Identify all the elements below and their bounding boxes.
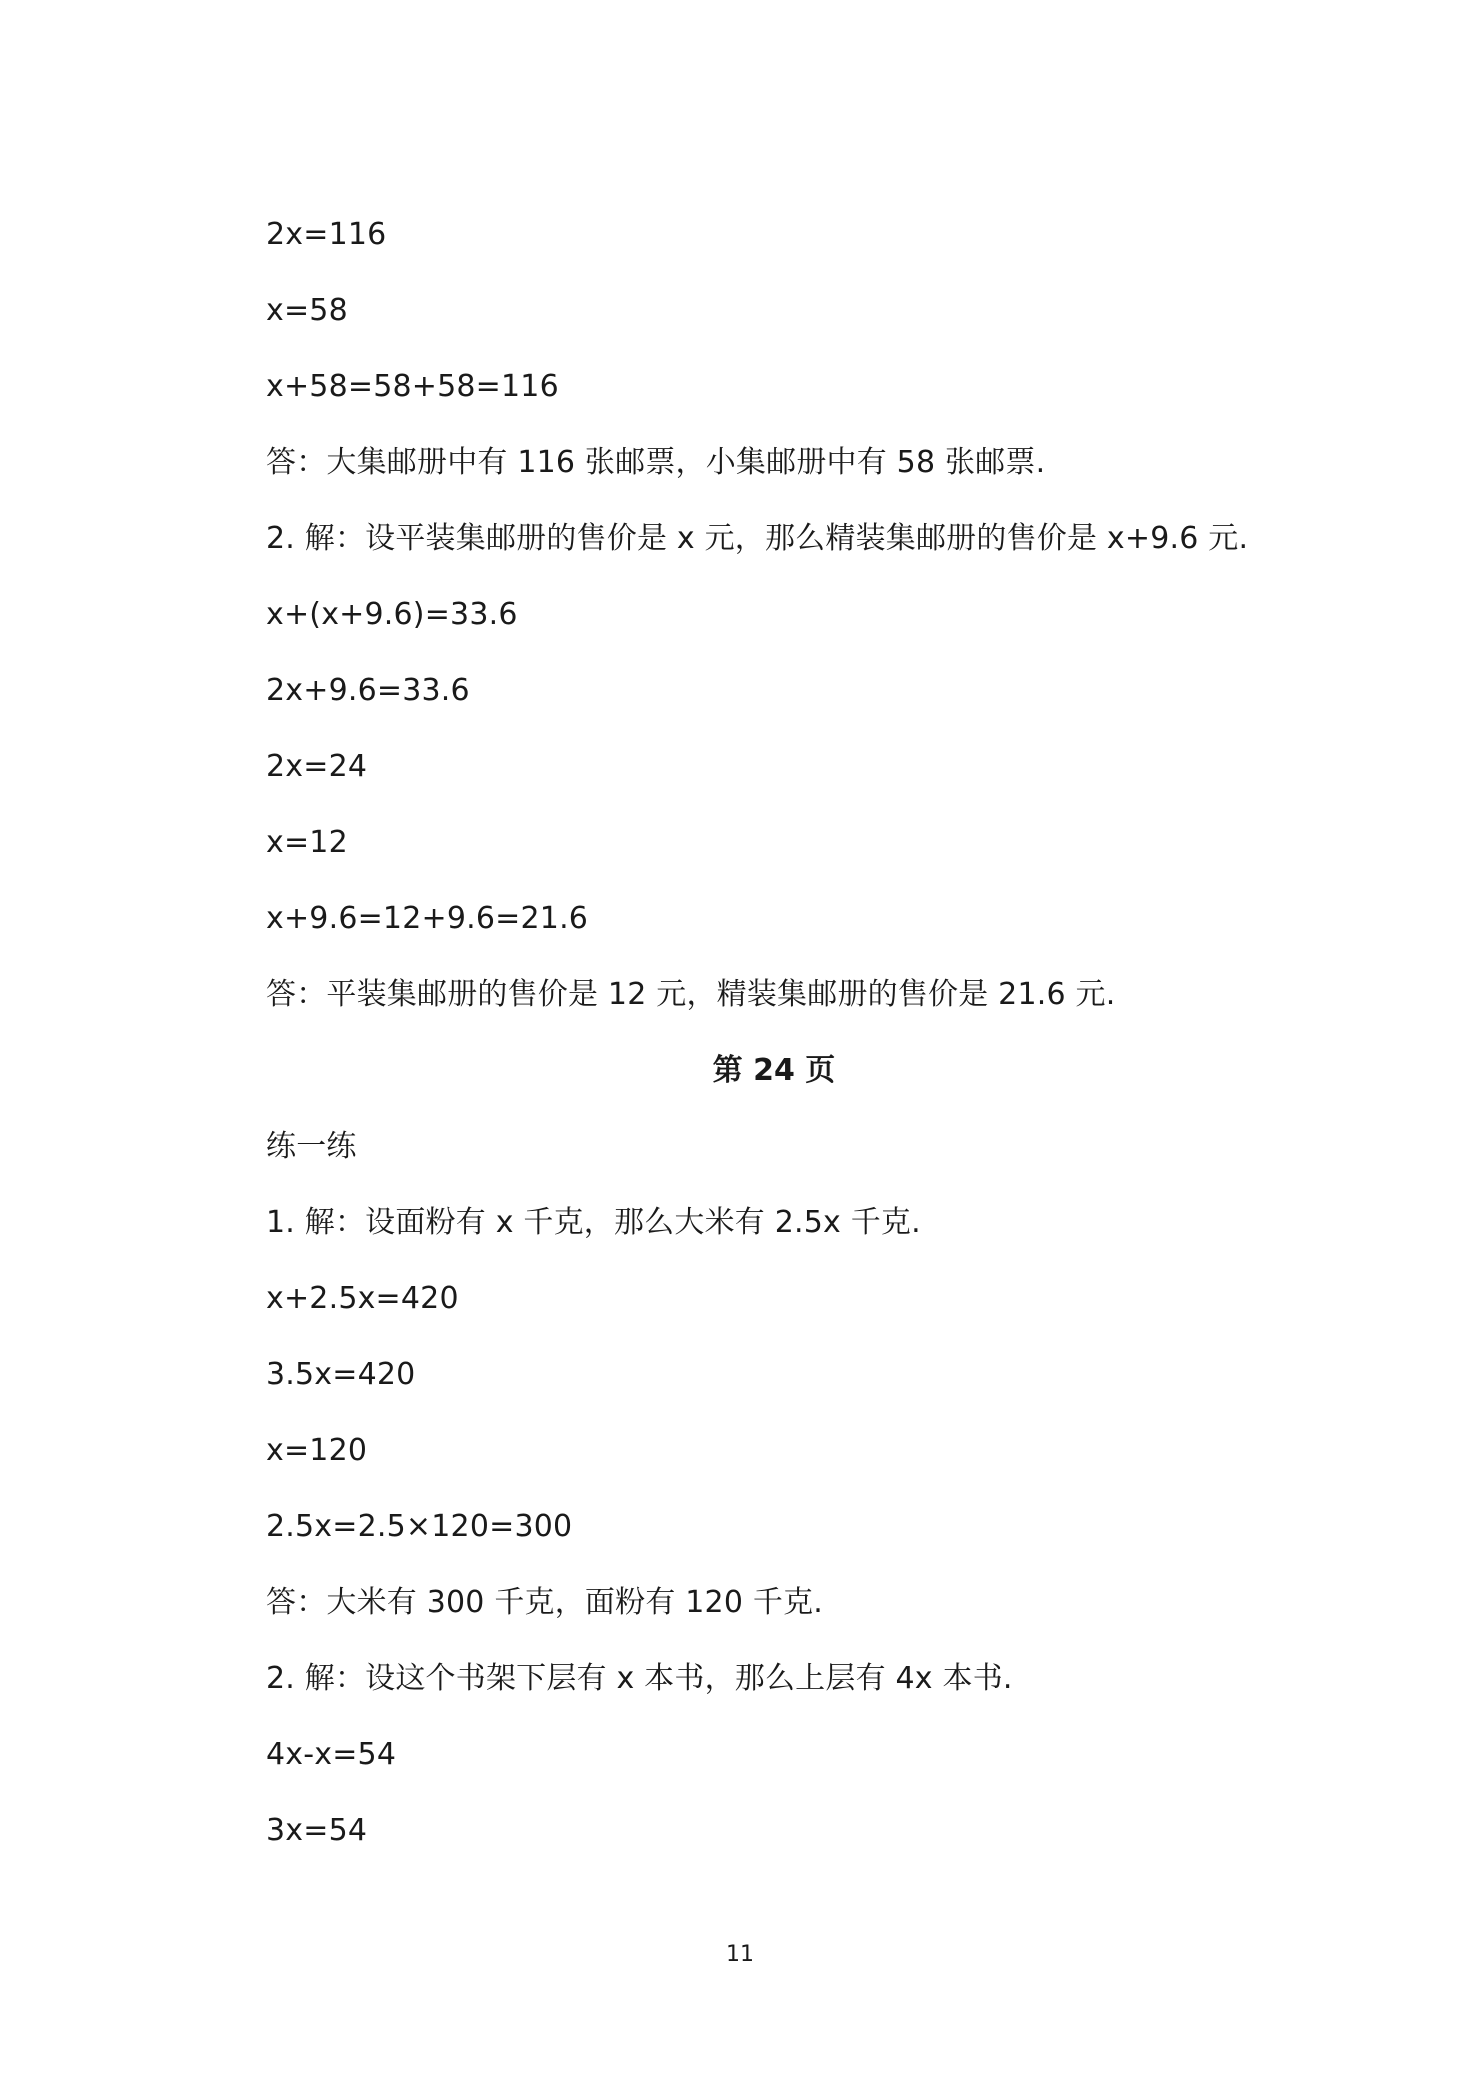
- equation-line: x+2.5x=420: [266, 1281, 459, 1316]
- equation-line: 2x=24: [266, 749, 368, 784]
- equation-line: 3x=54: [266, 1813, 368, 1848]
- answer-line: 答：大集邮册中有 116 张邮票，小集邮册中有 58 张邮票.: [266, 445, 1046, 480]
- problem-statement: 1. 解：设面粉有 x 千克，那么大米有 2.5x 千克.: [266, 1205, 921, 1240]
- equation-line: x=12: [266, 825, 348, 860]
- equation-line: x+58=58+58=116: [266, 369, 559, 404]
- equation-line: 3.5x=420: [266, 1357, 416, 1392]
- answer-line: 答：大米有 300 千克，面粉有 120 千克.: [266, 1585, 824, 1620]
- equation-line: 2x+9.6=33.6: [266, 673, 470, 708]
- answer-line: 答：平装集邮册的售价是 12 元，精装集邮册的售价是 21.6 元.: [266, 977, 1116, 1012]
- equation-line: x=58: [266, 293, 348, 328]
- equation-line: 2x=116: [266, 217, 387, 252]
- equation-line: 4x-x=54: [266, 1737, 397, 1772]
- equation-line: 2.5x=2.5×120=300: [266, 1509, 573, 1544]
- subsection-label: 练一练: [266, 1129, 357, 1164]
- page-number: 11: [726, 1942, 754, 1967]
- problem-statement: 2. 解：设平装集邮册的售价是 x 元，那么精装集邮册的售价是 x+9.6 元.: [266, 521, 1249, 556]
- equation-line: x+(x+9.6)=33.6: [266, 597, 518, 632]
- equation-line: x=120: [266, 1433, 368, 1468]
- equation-line: x+9.6=12+9.6=21.6: [266, 901, 589, 936]
- problem-statement: 2. 解：设这个书架下层有 x 本书，那么上层有 4x 本书.: [266, 1661, 1013, 1696]
- section-heading: 第 24 页: [712, 1053, 836, 1088]
